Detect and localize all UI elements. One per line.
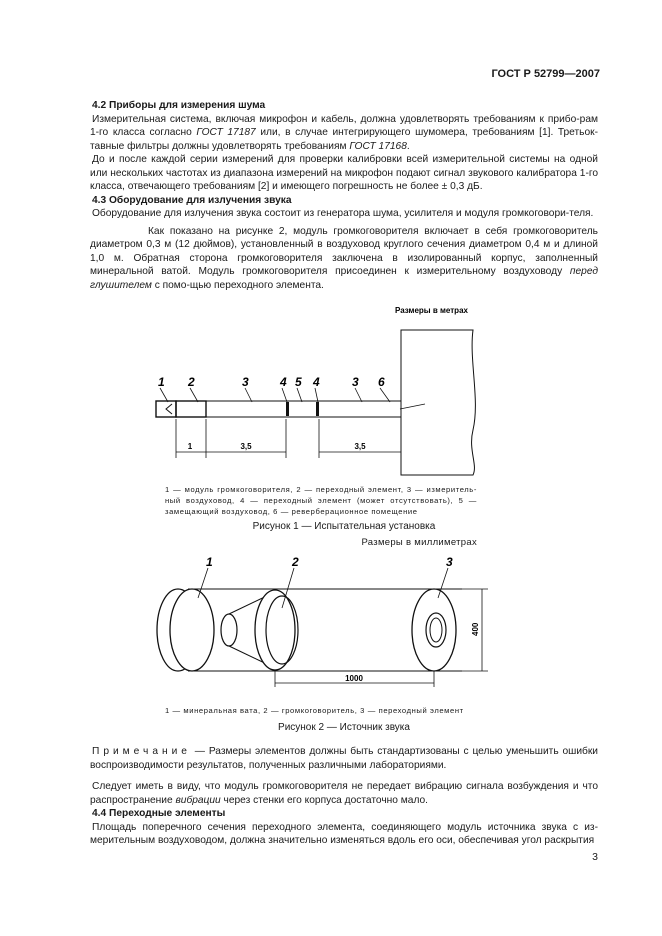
note: Примечание — Размеры элементов должны быть стандартизованы с целью уменьшить ошибки воспроизводимости результатов, полученных различными лабораториями. xyxy=(90,746,598,771)
fig1-dims xyxy=(188,442,366,451)
transition-element xyxy=(412,589,456,671)
fig1-dimension-line xyxy=(176,419,401,458)
speaker-frame xyxy=(255,590,295,670)
fig1-leaders xyxy=(160,388,390,402)
fig1-dim: 1 xyxy=(187,442,193,451)
fig1-label: 1 xyxy=(158,375,165,389)
speaker-icon xyxy=(166,404,172,414)
page-number: 3 xyxy=(592,851,598,863)
fig1-label: 3 xyxy=(352,375,359,389)
figure-2-legend: 1 — минеральная вата, 2 — громкоговоритель, 3 — переходный элемент xyxy=(165,706,464,715)
ref-gost-17168: ГОСТ 17168 xyxy=(349,140,407,152)
fig2-dim-width: 1000 xyxy=(345,674,363,683)
figure-2-units: Размеры в миллиметрах xyxy=(361,537,477,548)
fig2-label: 1 xyxy=(206,555,213,569)
section-4-2-title: 4.2 Приборы для измерения шума xyxy=(92,100,266,111)
measurement-duct xyxy=(156,401,401,417)
figure-1-legend: 1 — модуль громкоговорителя, 2 — переходный элемент, 3 — измеритель-ный воздуховод, 4 — переходный элемент (может отсутствовать), 5 — замещающий воздуховод, 6 — реверберационное помещение xyxy=(165,485,477,516)
fig1-label: 2 xyxy=(188,375,195,389)
standard-header: ГОСТ Р 52799—2007 xyxy=(491,68,600,80)
fig2-label: 3 xyxy=(446,555,453,569)
figure-1-labels xyxy=(158,375,385,389)
ref-gost-17187: ГОСТ 17187 xyxy=(196,127,256,138)
section-4-3-paragraph-1: Оборудование для излучения звука состоит из генератора шума, усилителя и модуля громкоговори-теля. xyxy=(92,208,594,219)
mineral-wool-front xyxy=(170,589,214,671)
speaker-magnet xyxy=(221,614,237,646)
transition-element-1 xyxy=(176,401,206,417)
room-pointer xyxy=(400,404,425,409)
section-4-3-paragraph-2: Как показано на рисунке 2, модуль громкоговорителя включает в себя громкоговоритель диаметром 0,3 м (12 дюймов), установленный в воздуховод круглого сечения диаметром 0,4 м и длиной 1,0 м. Обратная сторона громкоговорителя заключена в изолированный корпус, заполненный минеральной ватой. Модуль громкоговорителя присоединен к измерительному воздуховоду перед глушителем с помо-щью переходного элемента. xyxy=(90,225,598,291)
fig2-dim-height: 400 xyxy=(471,622,480,636)
fig1-dim: 3,5 xyxy=(354,442,366,451)
transition-element-4b xyxy=(316,402,319,416)
text-block-top xyxy=(90,99,598,292)
text-block-bottom xyxy=(90,745,598,848)
fig1-label: 6 xyxy=(378,375,385,389)
reverberation-room xyxy=(401,330,475,475)
fig1-label: 5 xyxy=(295,375,302,389)
fig2-label: 2 xyxy=(292,555,299,569)
fig1-dim: 3,5 xyxy=(240,442,252,451)
figure-2-labels xyxy=(206,555,453,569)
section-4-4-title: 4.4 Переходные элементы xyxy=(92,808,226,819)
fig1-label: 4 xyxy=(313,375,320,389)
section-4-3-paragraph-3: Следует иметь в виду, что модуль громкоговорителя не передает вибрацию сигнала возбуждения и что распространение вибрации через стенки его корпуса достаточно мало. xyxy=(90,781,598,806)
transition-element-4a xyxy=(286,402,289,416)
section-4-2-paragraph-2: До и после каждой серии измерений для проверки калибровки всей измерительной системы на одной или нескольких частотах из диапазона измерений на микрофон подают сигнал звукового калибратора 1-го класса, отвечающего требованиям [2] и имеющего погрешность не более ± 0,3 дБ. xyxy=(90,154,598,192)
section-4-3-title: 4.3 Оборудование для излучения звука xyxy=(92,194,292,206)
fig1-label: 4 xyxy=(280,375,287,389)
section-4-4-paragraph-1: Площадь поперечного сечения переходного элемента, соединяющего модуль источника звука с из-мерительным воздуховодом, должна значительно изменяться вдоль его оси, обеспечивая угол раскрытия xyxy=(90,821,598,846)
fig1-label: 3 xyxy=(242,375,249,389)
fig2-leaders xyxy=(198,568,448,608)
figure-1-units: Размеры в метрах xyxy=(395,306,468,315)
section-4-2-paragraph-1: Измерительная система, включая микрофон и кабель, должна удовлетворять требованиям к прибо-рам 1-го класса согласно ГОСТ 17187 или, в случае интегрирующего шумомера, требованиям [1]. Третьок-тавные фильтры должны удовлетворять требованиям ГОСТ 17168. xyxy=(90,113,599,152)
figure-2-diagram xyxy=(140,552,500,697)
figure-2-caption: Рисунок 2 — Источник звука xyxy=(278,722,410,733)
note-label: Примечание xyxy=(92,746,191,757)
figure-1-diagram xyxy=(140,300,500,485)
figure-1-caption: Рисунок 1 — Испытательная установка xyxy=(252,521,436,532)
